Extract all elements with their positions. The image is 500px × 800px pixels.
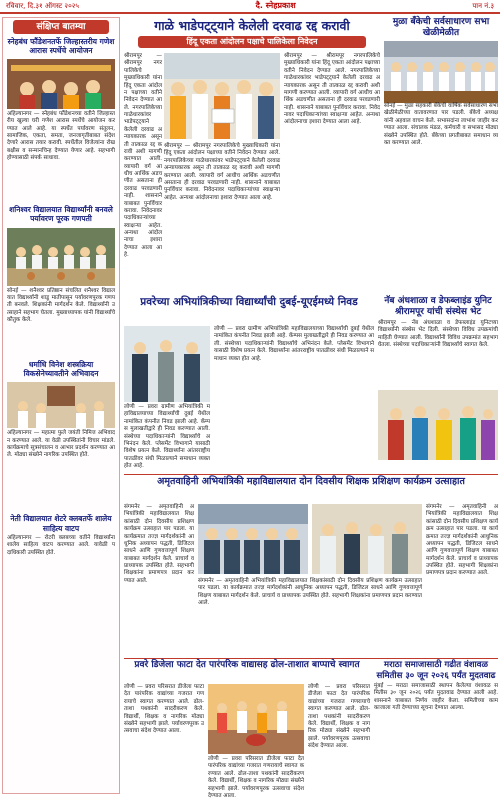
training-story: [124, 476, 498, 656]
sidebar-photo-3: [7, 382, 115, 428]
sidebar-story4-head: नेती विद्यालयात शेटरे क्लबतर्फे शालेय साहित्य वाटप: [10, 514, 112, 533]
sidebar-story4-body: अहिल्यानगर — रोटरी क्लबच्या वतीने विद्यार्थ्यांना शालेय साहित्य वाटप करण्यात आले. यावेळी पदाधिकारी उपस्थित होते.: [7, 535, 115, 556]
sidebar-photo-1: [7, 59, 115, 109]
masthead-page: पान नं.३: [472, 1, 494, 10]
nab-photo: [378, 390, 498, 460]
divider-mid: [124, 474, 498, 475]
students-body-2: लोणी — प्रवरा ग्रामीण अभियांत्रिकी महाविद्यालयाच्या विद्यार्थ्यांची दुबई येथील नामांकित कंपनीत निवड झाली आहे. कॅम्पस मुलाखतीद्वारे ही निवड करण्यात आली. संस्थेच्या पदाधिकाऱ्यांनी विद्यार्थ्यांचे अभिनंदन केले. प्लेसमेंट विभागाने यासाठी विशेष प्रयत्न केले. विद्यार्थ्यांना आंतरराष्ट्रीय पातळीवर संधी मिळाल्याने समाधान व्यक्त होत आहे.: [124, 404, 210, 469]
lead-story: [124, 17, 380, 293]
nab-headline: नॅब अंधशाळा व डेफब्लाइंड युनिट श्रीरामपूर यांची संस्थेस भेट: [384, 296, 492, 317]
training-photo-1: [198, 504, 308, 574]
sidebar-story1-head: स्नेहबंध फौंडेशनतर्फे जिल्हास्तरीय गणेश आरास स्पर्धेचे आयोजन: [7, 37, 115, 56]
training-body-col3: संगमनेर — अमृतवाहिनी अभियांत्रिकी महाविद्यालयात शिक्षकांसाठी दोन दिवसीय प्रशिक्षण कार्यक्रम उत्साहात पार पडला. या कार्यक्रमात तज्ज्ञ मार्गदर्शकांनी आधुनिक अध्यापन पद्धती, डिजिटल साधने आणि गुणवत्तापूर्ण शिक्षण याबाबत मार्गदर्शन केले. प्राचार्य व प्राध्यापक उपस्थित होते. सहभागी शिक्षकांना प्रमाणपत्र प्रदान करण्यात आले.: [426, 504, 498, 577]
pravara-body-col2: लोणी — प्रवरा परिसरात डीजेला फाटा देत पारंपरिक वाद्यांच्या गजरात गणरायाचे स्वागत करण्यात आले. ढोल-ताशा पथकांनी सादरीकरण केले. विद्यार्थी, शिक्षक व नागरिक मोठ्या संख्येने सहभागी झाले. पर्यावरणपूरक उत्सवाचा संदेश देण्यात आला.: [308, 684, 370, 749]
sidebar: [2, 17, 120, 794]
masthead: [0, 0, 500, 14]
nab-body: श्रीरामपूर — नॅब अंधशाळा व डेफब्लाइंड युनिटच्या विद्यार्थ्यांनी संस्थेस भेट दिली. संस्थेच्या विविध उपक्रमांची माहिती घेण्यात आली. विद्यार्थ्यांनी विविध उपक्रमांत सहभाग घेतला. संस्थेच्या पदाधिकाऱ्यांनी विद्यार्थ्यांचे स्वागत केले.: [378, 320, 498, 349]
masthead-title: दै. स्नेहप्रकाश: [255, 1, 296, 10]
lead-subhead: हिंदू एकता आंदोलन पक्षाचे पालिकेला निवेदन: [138, 36, 366, 48]
lead-photo: [164, 53, 280, 139]
lead-body-col2: श्रीरामपूर — श्रीरामपूर नगरपालिकेचे मुख्याधिकारी यांना हिंदू एकता आंदोलन पक्षाच्या वतीने निवेदन देण्यात आले. नगरपालिकेच्या गाळेधारकांवर भाडेपट्ट्याने केलेली दरवाढ अन्यायकारक असून ती तात्काळ रद्द करावी अशी मागणी करण्यात आली. व्यापारी वर्ग आधीच आर्थिक अडचणीत असताना ही दरवाढ परवडणारी नाही. शासनाने याबाबत पुनर्विचार करावा. निवेदनावर पदाधिकाऱ्यांच्या स्वाक्षऱ्या आहेत. अन्यथा आंदोलनाचा इशारा देण्यात आला आहे.: [284, 53, 380, 126]
bank-headline: मुळा बँकेची सर्वसाधारण सभा खेळीमेळीत: [392, 17, 490, 38]
students-body: लोणी — प्रवरा ग्रामीण अभियांत्रिकी महाविद्यालयाच्या विद्यार्थ्यांची दुबई येथील नामांकित कंपनीत निवड झाली आहे. कॅम्पस मुलाखतीद्वारे ही निवड करण्यात आली. संस्थेच्या पदाधिकाऱ्यांनी विद्यार्थ्यांचे अभिनंदन केले. प्लेसमेंट विभागाने यासाठी विशेष प्रयत्न केले. विद्यार्थ्यांना आंतरराष्ट्रीय पातळीवर संधी मिळाल्याने समाधान व्यक्त होत आहे.: [214, 326, 374, 362]
sidebar-photo-2: [7, 228, 115, 286]
lead-body-col1: श्रीरामपूर — श्रीरामपूर नगरपालिकेचे मुख्याधिकारी यांना हिंदू एकता आंदोलन पक्षाच्या वतीने निवेदन देण्यात आले. नगरपालिकेच्या गाळेधारकांवर भाडेपट्ट्याने केलेली दरवाढ अन्यायकारक असून ती तात्काळ रद्द करावी अशी मागणी करण्यात आली. व्यापारी वर्ग आधीच आर्थिक अडचणीत असताना ही दरवाढ परवडणारी नाही. शासनाने याबाबत पुनर्विचार करावा. निवेदनावर पदाधिकाऱ्यांच्या स्वाक्षऱ्या आहेत. अन्यथा आंदोलनाचा इशारा देण्यात आला आहे.: [124, 53, 162, 259]
lead-body-col3: श्रीरामपूर — श्रीरामपूर नगरपालिकेचे मुख्याधिकारी यांना हिंदू एकता आंदोलन पक्षाच्या वतीने निवेदन देण्यात आले. नगरपालिकेच्या गाळेधारकांवर भाडेपट्ट्याने केलेली दरवाढ अन्यायकारक असून ती तात्काळ रद्द करावी अशी मागणी करण्यात आली. व्यापारी वर्ग आधीच आर्थिक अडचणीत असताना ही दरवाढ परवडणारी नाही. शासनाने याबाबत पुनर्विचार करावा. निवेदनावर पदाधिकाऱ्यांच्या स्वाक्षऱ्या आहेत. अन्यथा आंदोलनाचा इशारा देण्यात आला आहे.: [164, 143, 280, 201]
training-photo-2: [312, 504, 422, 574]
pravara-photo: [208, 684, 304, 754]
pravara-story: [124, 660, 370, 799]
sidebar-story1-body: अहिल्यानगर — स्नेहबंध फौंडेशनच्या वतीने जिल्हास्तरीय खुल्या घरी गणेश आरास स्पर्धेचे आयोजन करण्यात आले आहे. या स्पर्धेत पर्यावरण संतुलन, सामाजिक, एकता, समता, जनजागृतीबाबत संदेश देणारे आरास तयार करावी. स्पर्धेतील विजेत्यांना रोख बक्षीस व सन्मानचिन्ह देण्यात येणार आहे. सहभागी होण्यासाठी संपर्क साधावा.: [7, 110, 115, 161]
students-headline: प्रवरेच्या अभियांत्रिकीच्या विद्यार्थ्यांची दुबई-यूएईमध्ये निवड: [140, 296, 358, 308]
pravara-body-col1: लोणी — प्रवरा परिसरात डीजेला फाटा देत पारंपरिक वाद्यांच्या गजरात गणरायाचे स्वागत करण्यात आले. ढोल-ताशा पथकांनी सादरीकरण केले. विद्यार्थी, शिक्षक व नागरिक मोठ्या संख्येने सहभागी झाले. पर्यावरणपूरक उत्सवाचा संदेश देण्यात आला.: [124, 684, 204, 735]
pravara-headline: प्रवरे डिजेला फाटा देत पारंपरिक वाद्यासह ढोल-ताशात बाप्पाचे स्वागत: [134, 660, 360, 670]
sidebar-story2-head: शनिश्वर विद्यालयात विद्यार्थ्यांनी बनवले पर्यावरण पूरक गणपती: [9, 204, 113, 224]
bank-story: [384, 17, 498, 293]
pravara-body-col3: लोणी — प्रवरा परिसरात डीजेला फाटा देत पारंपरिक वाद्यांच्या गजरात गणरायाचे स्वागत करण्यात आले. ढोल-ताशा पथकांनी सादरीकरण केले. विद्यार्थी, शिक्षक व नागरिक मोठ्या संख्येने सहभागी झाले. पर्यावरणपूरक उत्सवाचा संदेश देण्यात आला.: [208, 756, 304, 799]
maratha-headline: मराठा समाजासाठी गढीत वंशावळ समितीस ३० जून २०२६ पर्यंत मुदतवाढ: [376, 660, 496, 681]
sidebar-title: संक्षिप्त बातम्या: [13, 20, 109, 34]
sidebar-story2-body: सोनई — शनैश्वर प्रतिष्ठान संचलित शनैश्वर विद्यालयात विद्यार्थ्यांनी शाडू मातीपासून पर्यावरणपूरक गणपती बनवले. शिक्षकांनी मार्गदर्शन केले. विद्यार्थ्यांनी उत्साहाने सहभाग घेतला. मुख्याध्यापक यांनी विद्यार्थ्यांचे कौतुक केले.: [7, 287, 115, 323]
lead-headline: गाळे भाडेपट्ट्याने केलेली दरवाढ रद्द करावी: [154, 18, 350, 33]
nab-story: [378, 296, 498, 472]
students-story: [124, 296, 374, 472]
sidebar-story3-head: धर्माधि विनेश शस्त्रक्रिया विकसेनेच्यावतीने अभिवादन: [23, 359, 99, 378]
masthead-date: रविवार, दि.३१ ऑगस्ट २०२५: [6, 1, 79, 10]
training-body-col2: संगमनेर — अमृतवाहिनी अभियांत्रिकी महाविद्यालयात शिक्षकांसाठी दोन दिवसीय प्रशिक्षण कार्यक्रम उत्साहात पार पडला. या कार्यक्रमात तज्ज्ञ मार्गदर्शकांनी आधुनिक अध्यापन पद्धती, डिजिटल साधने आणि गुणवत्तापूर्ण शिक्षण याबाबत मार्गदर्शन केले. प्राचार्य व प्राध्यापक उपस्थित होते. सहभागी शिक्षकांना प्रमाणपत्र प्रदान करण्यात आले.: [198, 578, 422, 607]
students-photo: [124, 326, 210, 402]
bank-photo: [384, 41, 498, 103]
training-body-col1: संगमनेर — अमृतवाहिनी अभियांत्रिकी महाविद्यालयात शिक्षकांसाठी दोन दिवसीय प्रशिक्षण कार्यक्रम उत्साहात पार पडला. या कार्यक्रमात तज्ज्ञ मार्गदर्शकांनी आधुनिक अध्यापन पद्धती, डिजिटल साधने आणि गुणवत्तापूर्ण शिक्षण याबाबत मार्गदर्शन केले. प्राचार्य व प्राध्यापक उपस्थित होते. सहभागी शिक्षकांना प्रमाणपत्र प्रदान करण्यात आले.: [124, 504, 194, 584]
maratha-body: मुंबई — मराठा समाजासाठी स्थापन केलेल्या वंशावळ समितीस ३० जून २०२६ पर्यंत मुदतवाढ देण्यात आली आहे. शासनाने याबाबत निर्णय जाहीर केला. समितीच्या कामकाजाला गती देण्याच्या सूचना देण्यात आल्या.: [374, 683, 498, 712]
bank-body: सोनई — मुळा सहकारी बँकेची वार्षिक सर्वसाधारण सभा खेळीमेळीच्या वातावरणात पार पडली. बँकेचे अध्यक्ष यांनी अहवाल वाचन केले. सभासदांना लाभांश जाहीर करण्यात आला. संचालक मंडळ, कर्मचारी व सभासद मोठ्या संख्येने उपस्थित होते. बँकेच्या प्रगतीबाबत समाधान व्यक्त करण्यात आले.: [384, 103, 498, 146]
maratha-story: [374, 660, 498, 794]
divider-low: [124, 658, 498, 659]
training-headline: अमृतवाहिनी अभियांत्रिकी महाविद्यालयात दोन दिवसीय शिक्षक प्रशिक्षण कार्यक्रम उत्साहात: [157, 476, 465, 487]
sidebar-story3-body: अहिल्यानगर — महात्मा फुले जयंती निमित्त अभिवादन करण्यात आले. या वेळी उपस्थितांनी विचार मांडले. कार्यक्रमाचे सूत्रसंचालन व आभार प्रदर्शन करण्यात आले. मोठ्या संख्येने नागरिक उपस्थित होते.: [7, 430, 115, 459]
